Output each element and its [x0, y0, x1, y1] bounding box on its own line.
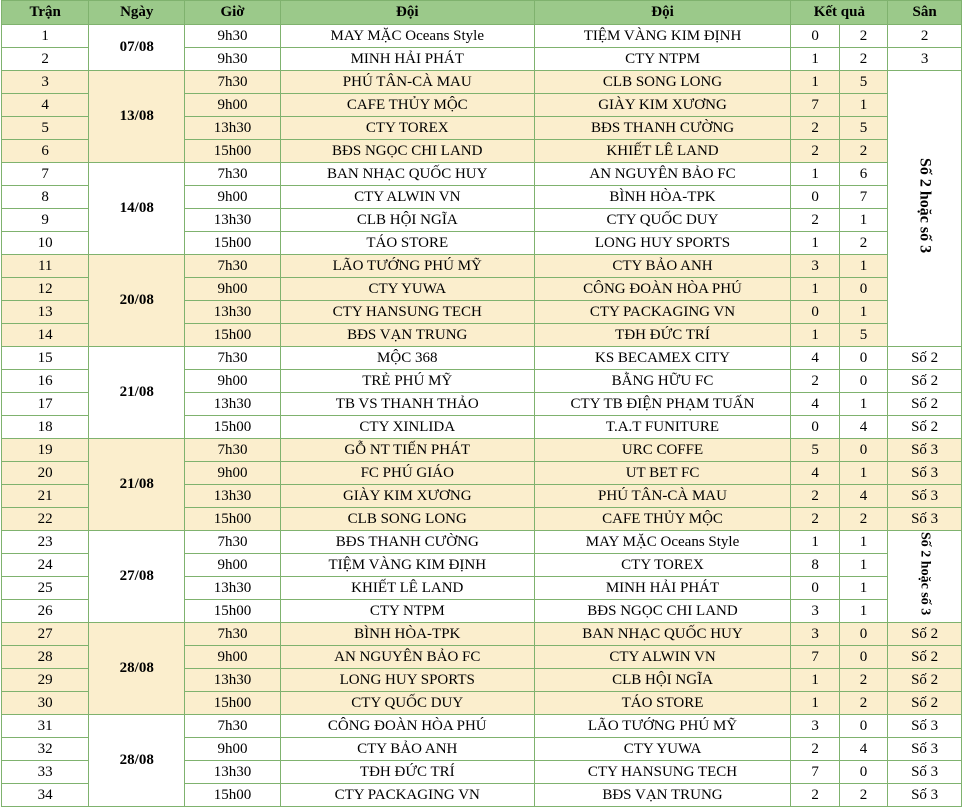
score2-cell: 2	[839, 232, 887, 255]
score1-cell: 4	[791, 347, 839, 370]
team2-cell: LONG HUY SPORTS	[534, 232, 791, 255]
team1-cell: LÃO TƯỚNG PHÚ MỸ	[280, 255, 534, 278]
team1-cell: AN NGUYÊN BẢO FC	[280, 646, 534, 669]
team2-cell: BĐS NGỌC CHI LAND	[534, 600, 791, 623]
team1-cell: CLB HỘI NGĨA	[280, 209, 534, 232]
time-cell: 15h00	[185, 692, 281, 715]
table-row	[2, 715, 962, 738]
score2-cell: 0	[839, 347, 887, 370]
match-number-cell: 3	[2, 71, 89, 94]
score1-cell: 3	[791, 600, 839, 623]
field-cell: Số 3	[888, 738, 962, 761]
match-number-cell: 16	[2, 370, 89, 393]
team2-cell: CTY BẢO ANH	[534, 255, 791, 278]
score1-cell: 0	[791, 416, 839, 439]
match-number-cell: 15	[2, 347, 89, 370]
team1-cell: FC PHÚ GIÁO	[280, 462, 534, 485]
field-merged-cell	[888, 71, 962, 347]
match-number-cell: 19	[2, 439, 89, 462]
score2-cell: 1	[839, 209, 887, 232]
header-result: Kết quả	[791, 1, 888, 25]
time-cell: 7h30	[185, 623, 281, 646]
team1-cell: BĐS THANH CƯỜNG	[280, 531, 534, 554]
time-cell: 13h30	[185, 669, 281, 692]
match-number-cell: 22	[2, 508, 89, 531]
field-cell: Số 2	[888, 646, 962, 669]
score2-cell: 2	[839, 25, 887, 48]
match-number-cell: 30	[2, 692, 89, 715]
team2-cell: CLB SONG LONG	[534, 71, 791, 94]
time-cell: 9h00	[185, 554, 281, 577]
score1-cell: 1	[791, 324, 839, 347]
time-cell: 9h00	[185, 186, 281, 209]
date-cell: 20/08	[89, 255, 185, 347]
match-number-cell: 10	[2, 232, 89, 255]
team1-cell: BĐS NGỌC CHI LAND	[280, 140, 534, 163]
score1-cell: 2	[791, 370, 839, 393]
team2-cell: CTY NTPM	[534, 48, 791, 71]
score2-cell: 2	[839, 784, 887, 807]
score1-cell: 2	[791, 784, 839, 807]
match-number-cell: 13	[2, 301, 89, 324]
team2-cell: GIÀY KIM XƯƠNG	[534, 94, 791, 117]
score1-cell: 0	[791, 186, 839, 209]
team1-cell: BAN NHẠC QUỐC HUY	[280, 163, 534, 186]
score1-cell: 1	[791, 71, 839, 94]
header-date: Ngày	[89, 1, 185, 25]
score2-cell: 0	[839, 278, 887, 301]
score2-cell: 0	[839, 646, 887, 669]
score2-cell: 1	[839, 600, 887, 623]
score2-cell: 1	[839, 577, 887, 600]
score2-cell: 1	[839, 393, 887, 416]
team2-cell: CLB HỘI NGĨA	[534, 669, 791, 692]
team2-cell: CÔNG ĐOÀN HÒA PHÚ	[534, 278, 791, 301]
team1-cell: CTY PACKAGING VN	[280, 784, 534, 807]
score1-cell: 8	[791, 554, 839, 577]
time-cell: 9h00	[185, 94, 281, 117]
field-cell: Số 2	[888, 393, 962, 416]
field-merged-cell	[888, 531, 962, 623]
score1-cell: 3	[791, 255, 839, 278]
table-row	[2, 71, 962, 94]
time-cell: 13h30	[185, 485, 281, 508]
team2-cell: CAFE THỦY MỘC	[534, 508, 791, 531]
time-cell: 15h00	[185, 600, 281, 623]
score1-cell: 0	[791, 25, 839, 48]
team2-cell: CTY ALWIN VN	[534, 646, 791, 669]
match-number-cell: 8	[2, 186, 89, 209]
time-cell: 13h30	[185, 761, 281, 784]
score1-cell: 1	[791, 278, 839, 301]
score2-cell: 5	[839, 71, 887, 94]
match-number-cell: 18	[2, 416, 89, 439]
score2-cell: 0	[839, 370, 887, 393]
time-cell: 7h30	[185, 347, 281, 370]
table-row	[2, 439, 962, 462]
team1-cell: CTY XINLIDA	[280, 416, 534, 439]
date-cell: 21/08	[89, 439, 185, 531]
team2-cell: UT BET FC	[534, 462, 791, 485]
score1-cell: 7	[791, 646, 839, 669]
field-cell: Số 2	[888, 669, 962, 692]
match-number-cell: 21	[2, 485, 89, 508]
score1-cell: 2	[791, 738, 839, 761]
table-row	[2, 531, 962, 554]
score1-cell: 3	[791, 715, 839, 738]
score2-cell: 2	[839, 140, 887, 163]
time-cell: 15h00	[185, 416, 281, 439]
score2-cell: 1	[839, 301, 887, 324]
team1-cell: MAY MẶC Oceans Style	[280, 25, 534, 48]
score2-cell: 2	[839, 669, 887, 692]
score1-cell: 2	[791, 140, 839, 163]
team1-cell: CAFE THỦY MỘC	[280, 94, 534, 117]
header-field: Sân	[888, 1, 962, 25]
time-cell: 9h00	[185, 370, 281, 393]
team2-cell: CTY QUỐC DUY	[534, 209, 791, 232]
field-cell: Số 3	[888, 784, 962, 807]
match-number-cell: 11	[2, 255, 89, 278]
score2-cell: 2	[839, 508, 887, 531]
table-row	[2, 163, 962, 186]
match-number-cell: 23	[2, 531, 89, 554]
team2-cell: TĐH ĐỨC TRÍ	[534, 324, 791, 347]
team1-cell: TB VS THANH THẢO	[280, 393, 534, 416]
team2-cell: PHÚ TÂN-CÀ MAU	[534, 485, 791, 508]
time-cell: 13h30	[185, 393, 281, 416]
team2-cell: CTY YUWA	[534, 738, 791, 761]
match-number-cell: 5	[2, 117, 89, 140]
schedule-body	[2, 25, 962, 807]
time-cell: 7h30	[185, 715, 281, 738]
score1-cell: 1	[791, 692, 839, 715]
table-row	[2, 255, 962, 278]
score2-cell: 4	[839, 485, 887, 508]
match-schedule-table	[1, 0, 962, 807]
team2-cell: BĐS VẠN TRUNG	[534, 784, 791, 807]
date-cell: 28/08	[89, 715, 185, 807]
field-cell: Số 3	[888, 462, 962, 485]
score1-cell: 4	[791, 462, 839, 485]
team2-cell: BĐS THANH CƯỜNG	[534, 117, 791, 140]
time-cell: 13h30	[185, 577, 281, 600]
date-cell: 14/08	[89, 163, 185, 255]
team2-cell: MINH HẢI PHÁT	[534, 577, 791, 600]
team1-cell: TĐH ĐỨC TRÍ	[280, 761, 534, 784]
team1-cell: CLB SONG LONG	[280, 508, 534, 531]
team2-cell: KHIẾT LÊ LAND	[534, 140, 791, 163]
score1-cell: 7	[791, 94, 839, 117]
team1-cell: TRẺ PHÚ MỸ	[280, 370, 534, 393]
time-cell: 7h30	[185, 255, 281, 278]
score2-cell: 4	[839, 738, 887, 761]
match-number-cell: 33	[2, 761, 89, 784]
time-cell: 9h30	[185, 25, 281, 48]
team1-cell: GỖ NT TIẾN PHÁT	[280, 439, 534, 462]
team1-cell: CTY TOREX	[280, 117, 534, 140]
team1-cell: GIÀY KIM XƯƠNG	[280, 485, 534, 508]
score1-cell: 2	[791, 117, 839, 140]
team2-cell: URC COFFE	[534, 439, 791, 462]
team2-cell: CTY HANSUNG TECH	[534, 761, 791, 784]
score2-cell: 1	[839, 554, 887, 577]
match-number-cell: 4	[2, 94, 89, 117]
field-cell: Số 3	[888, 508, 962, 531]
field-cell: 3	[888, 48, 962, 71]
team1-cell: LONG HUY SPORTS	[280, 669, 534, 692]
score1-cell: 1	[791, 163, 839, 186]
time-cell: 9h00	[185, 646, 281, 669]
time-cell: 15h00	[185, 232, 281, 255]
time-cell: 13h30	[185, 209, 281, 232]
match-number-cell: 29	[2, 669, 89, 692]
time-cell: 9h00	[185, 278, 281, 301]
score2-cell: 6	[839, 163, 887, 186]
field-cell: Số 2	[888, 623, 962, 646]
match-number-cell: 7	[2, 163, 89, 186]
score1-cell: 1	[791, 48, 839, 71]
team2-cell: MAY MẶC Oceans Style	[534, 531, 791, 554]
table-row	[2, 623, 962, 646]
time-cell: 15h00	[185, 140, 281, 163]
team1-cell: CTY BẢO ANH	[280, 738, 534, 761]
team1-cell: MỘC 368	[280, 347, 534, 370]
team2-cell: KS BECAMEX CITY	[534, 347, 791, 370]
score1-cell: 1	[791, 531, 839, 554]
team2-cell: CTY PACKAGING VN	[534, 301, 791, 324]
match-number-cell: 1	[2, 25, 89, 48]
score2-cell: 2	[839, 692, 887, 715]
table-row	[2, 347, 962, 370]
time-cell: 7h30	[185, 163, 281, 186]
match-number-cell: 28	[2, 646, 89, 669]
table-row	[2, 25, 962, 48]
score2-cell: 2	[839, 48, 887, 71]
team1-cell: PHÚ TÂN-CÀ MAU	[280, 71, 534, 94]
field-cell: Số 2	[888, 416, 962, 439]
date-cell: 13/08	[89, 71, 185, 163]
match-number-cell: 27	[2, 623, 89, 646]
field-cell: Số 3	[888, 761, 962, 784]
header-time: Giờ	[185, 1, 281, 25]
match-number-cell: 17	[2, 393, 89, 416]
match-number-cell: 24	[2, 554, 89, 577]
match-number-cell: 20	[2, 462, 89, 485]
time-cell: 7h30	[185, 439, 281, 462]
score2-cell: 0	[839, 761, 887, 784]
time-cell: 15h00	[185, 508, 281, 531]
time-cell: 15h00	[185, 324, 281, 347]
score2-cell: 1	[839, 462, 887, 485]
match-number-cell: 14	[2, 324, 89, 347]
field-merged-label: Số 2 hoặc số 3	[917, 532, 933, 616]
team1-cell: CÔNG ĐOÀN HÒA PHÚ	[280, 715, 534, 738]
field-cell: Số 3	[888, 439, 962, 462]
score1-cell: 1	[791, 669, 839, 692]
team1-cell: CTY NTPM	[280, 600, 534, 623]
date-cell: 07/08	[89, 25, 185, 71]
team2-cell: TIỆM VÀNG KIM ĐỊNH	[534, 25, 791, 48]
score1-cell: 2	[791, 508, 839, 531]
score1-cell: 5	[791, 439, 839, 462]
score1-cell: 7	[791, 761, 839, 784]
team1-cell: CTY HANSUNG TECH	[280, 301, 534, 324]
team2-cell: CTY TOREX	[534, 554, 791, 577]
time-cell: 13h30	[185, 117, 281, 140]
score2-cell: 4	[839, 416, 887, 439]
match-number-cell: 2	[2, 48, 89, 71]
team2-cell: BAN NHẠC QUỐC HUY	[534, 623, 791, 646]
team2-cell: CTY TB ĐIỆN PHẠM TUẤN	[534, 393, 791, 416]
field-merged-label: Số 2 hoặc số 3	[916, 158, 934, 254]
field-cell: Số 2	[888, 692, 962, 715]
team1-cell: KHIẾT LÊ LAND	[280, 577, 534, 600]
team1-cell: CTY QUỐC DUY	[280, 692, 534, 715]
score1-cell: 2	[791, 485, 839, 508]
header-row	[2, 1, 962, 25]
score2-cell: 0	[839, 715, 887, 738]
field-cell: Số 2	[888, 370, 962, 393]
score2-cell: 1	[839, 255, 887, 278]
field-cell: 2	[888, 25, 962, 48]
time-cell: 7h30	[185, 71, 281, 94]
time-cell: 13h30	[185, 301, 281, 324]
time-cell: 15h00	[185, 784, 281, 807]
team1-cell: TÁO STORE	[280, 232, 534, 255]
match-number-cell: 26	[2, 600, 89, 623]
match-number-cell: 12	[2, 278, 89, 301]
score2-cell: 7	[839, 186, 887, 209]
team1-cell: TIỆM VÀNG KIM ĐỊNH	[280, 554, 534, 577]
match-number-cell: 25	[2, 577, 89, 600]
score1-cell: 4	[791, 393, 839, 416]
match-number-cell: 6	[2, 140, 89, 163]
team2-cell: AN NGUYÊN BẢO FC	[534, 163, 791, 186]
team2-cell: T.A.T FUNITURE	[534, 416, 791, 439]
score2-cell: 1	[839, 531, 887, 554]
date-cell: 27/08	[89, 531, 185, 623]
score1-cell: 0	[791, 301, 839, 324]
team2-cell: LÃO TƯỚNG PHÚ MỸ	[534, 715, 791, 738]
date-cell: 28/08	[89, 623, 185, 715]
score1-cell: 1	[791, 232, 839, 255]
field-cell: Số 2	[888, 347, 962, 370]
score2-cell: 5	[839, 117, 887, 140]
score2-cell: 5	[839, 324, 887, 347]
team1-cell: BĐS VẠN TRUNG	[280, 324, 534, 347]
header-match: Trận	[2, 1, 89, 25]
team1-cell: CTY YUWA	[280, 278, 534, 301]
field-cell: Số 3	[888, 485, 962, 508]
time-cell: 7h30	[185, 531, 281, 554]
field-cell: Số 3	[888, 715, 962, 738]
header-team1: Đội	[280, 1, 534, 25]
match-number-cell: 32	[2, 738, 89, 761]
team2-cell: BÌNH HÒA-TPK	[534, 186, 791, 209]
header-team2: Đội	[534, 1, 791, 25]
team1-cell: BÌNH HÒA-TPK	[280, 623, 534, 646]
score2-cell: 0	[839, 439, 887, 462]
score2-cell: 0	[839, 623, 887, 646]
time-cell: 9h00	[185, 462, 281, 485]
score1-cell: 0	[791, 577, 839, 600]
match-number-cell: 9	[2, 209, 89, 232]
score2-cell: 1	[839, 94, 887, 117]
score1-cell: 3	[791, 623, 839, 646]
team2-cell: TÁO STORE	[534, 692, 791, 715]
team2-cell: BẰNG HỮU FC	[534, 370, 791, 393]
match-number-cell: 34	[2, 784, 89, 807]
team1-cell: MINH HẢI PHÁT	[280, 48, 534, 71]
team1-cell: CTY ALWIN VN	[280, 186, 534, 209]
date-cell: 21/08	[89, 347, 185, 439]
match-number-cell: 31	[2, 715, 89, 738]
time-cell: 9h00	[185, 738, 281, 761]
score1-cell: 2	[791, 209, 839, 232]
time-cell: 9h30	[185, 48, 281, 71]
